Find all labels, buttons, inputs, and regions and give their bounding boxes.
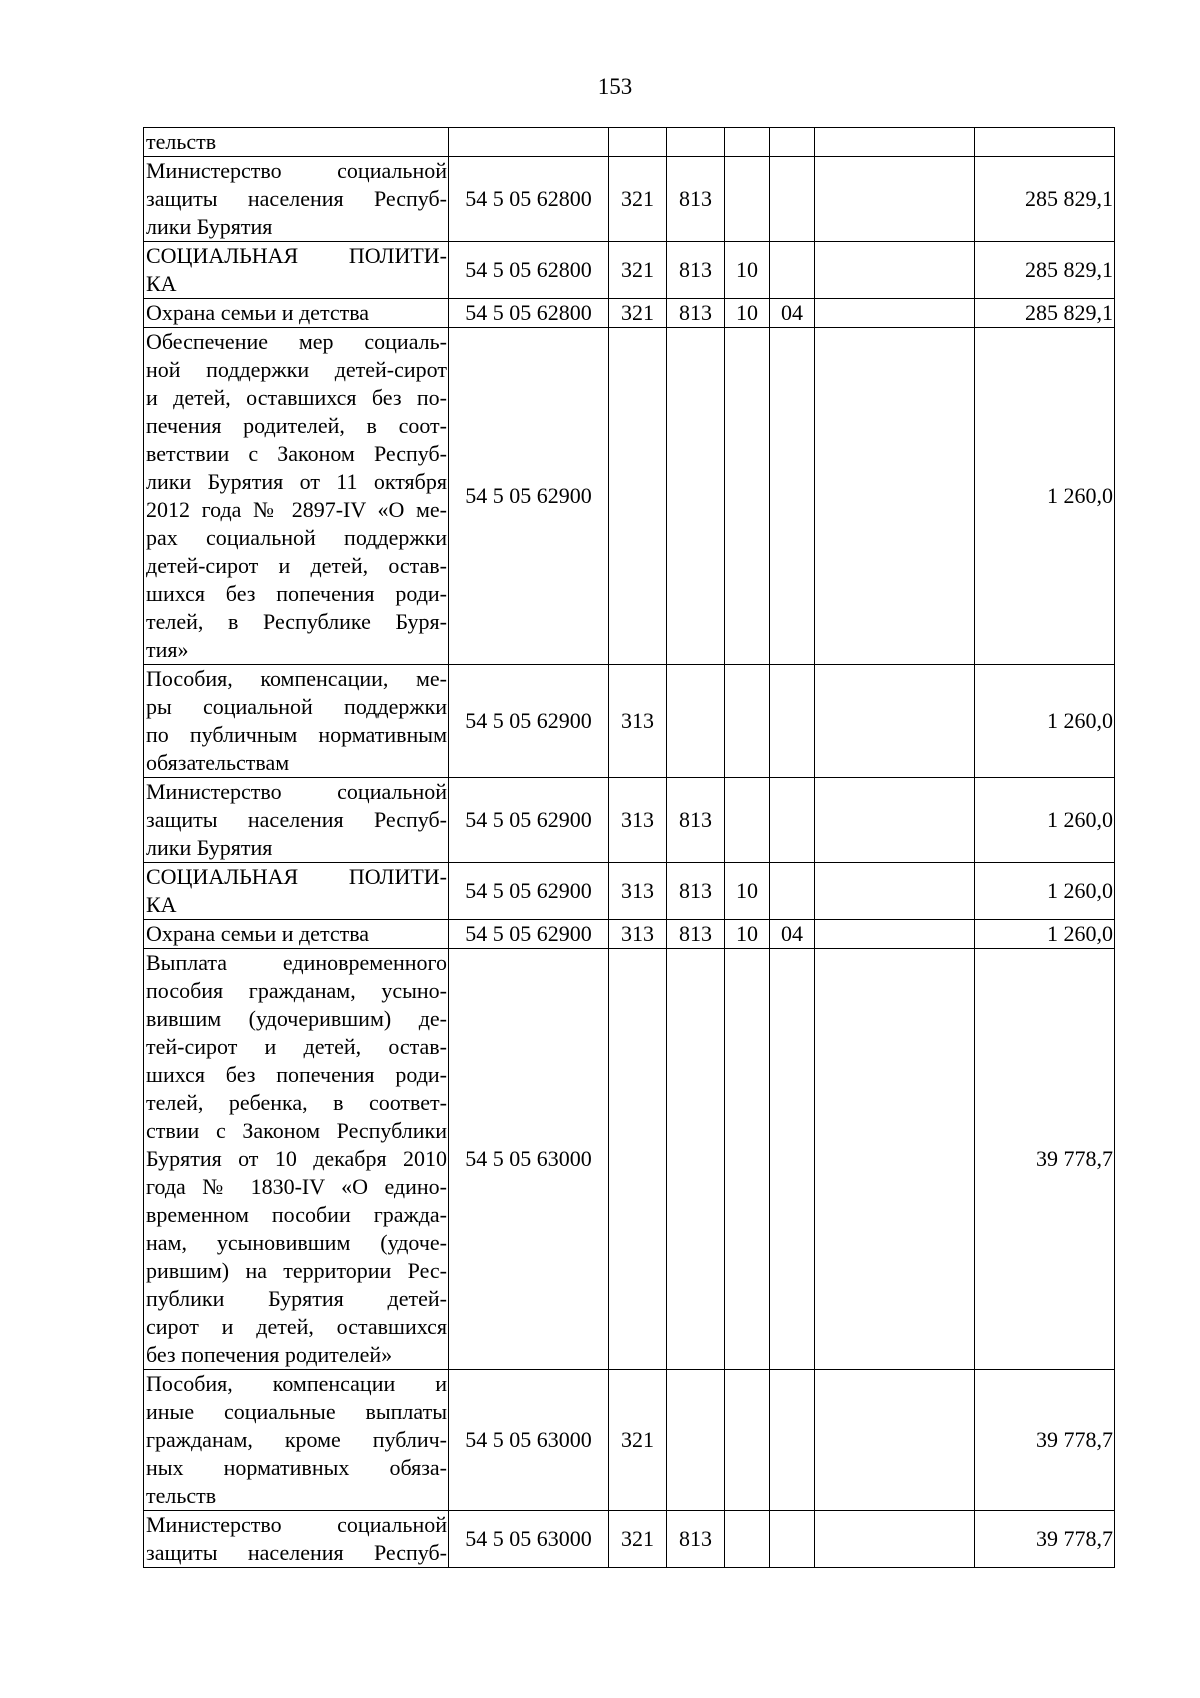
expense-type-cell: 313 bbox=[609, 665, 667, 778]
section-cell bbox=[725, 328, 770, 665]
row-description bbox=[144, 299, 449, 328]
description-line: КА bbox=[146, 271, 177, 296]
description-line: Министерство социальной bbox=[146, 779, 447, 804]
row-description bbox=[144, 157, 449, 242]
description-line: рах социальной поддержки bbox=[146, 525, 447, 550]
amount-cell: 39 778,7 bbox=[975, 1370, 1115, 1511]
table-row bbox=[144, 863, 1115, 920]
empty-cell bbox=[815, 128, 975, 157]
description-line: телей, в Республике Буря- bbox=[146, 609, 447, 634]
expense-type-cell: 321 bbox=[609, 1511, 667, 1568]
table-row bbox=[144, 778, 1115, 863]
row-description bbox=[144, 242, 449, 299]
empty-cell bbox=[815, 920, 975, 949]
description-line: тельств bbox=[146, 129, 217, 154]
empty-cell bbox=[815, 157, 975, 242]
ministry-code-cell: 813 bbox=[667, 863, 725, 920]
subsection-cell bbox=[770, 328, 815, 665]
description-line: 2012 года № 2897-IV «О ме- bbox=[146, 497, 447, 522]
section-cell: 10 bbox=[725, 863, 770, 920]
table-row bbox=[144, 1370, 1115, 1511]
table-row bbox=[144, 299, 1115, 328]
ministry-code-cell bbox=[667, 949, 725, 1370]
target-code-cell: 54 5 05 63000 bbox=[449, 949, 609, 1370]
subsection-cell bbox=[770, 1370, 815, 1511]
table-row bbox=[144, 949, 1115, 1370]
target-code-cell bbox=[449, 128, 609, 157]
description-line: детей-сирот и детей, остав- bbox=[146, 553, 447, 578]
description-line: иные социальные выплаты bbox=[146, 1399, 447, 1424]
description-line: Пособия, компенсации и bbox=[146, 1371, 447, 1396]
expense-type-cell bbox=[609, 949, 667, 1370]
target-code-cell: 54 5 05 62800 bbox=[449, 157, 609, 242]
section-cell: 10 bbox=[725, 242, 770, 299]
expense-type-cell: 313 bbox=[609, 920, 667, 949]
target-code-cell: 54 5 05 62800 bbox=[449, 242, 609, 299]
description-line: шихся без попечения роди- bbox=[146, 581, 447, 606]
empty-cell bbox=[815, 299, 975, 328]
target-code-cell: 54 5 05 62900 bbox=[449, 863, 609, 920]
target-code-cell: 54 5 05 62800 bbox=[449, 299, 609, 328]
table-row bbox=[144, 920, 1115, 949]
description-line: тей-сирот и детей, остав- bbox=[146, 1034, 447, 1059]
target-code-cell: 54 5 05 62900 bbox=[449, 778, 609, 863]
ministry-code-cell bbox=[667, 328, 725, 665]
target-code-cell: 54 5 05 62900 bbox=[449, 920, 609, 949]
description-line: ной поддержки детей-сирот bbox=[146, 357, 447, 382]
row-description bbox=[144, 778, 449, 863]
row-description bbox=[144, 1370, 449, 1511]
target-code-cell: 54 5 05 63000 bbox=[449, 1370, 609, 1511]
description-line: временном пособии гражда- bbox=[146, 1202, 447, 1227]
section-cell: 10 bbox=[725, 920, 770, 949]
ministry-code-cell bbox=[667, 1370, 725, 1511]
table-row bbox=[144, 157, 1115, 242]
page-number: 153 bbox=[597, 74, 633, 99]
expense-type-cell: 313 bbox=[609, 863, 667, 920]
expense-type-cell: 313 bbox=[609, 778, 667, 863]
description-line: лики Бурятия bbox=[146, 214, 273, 239]
row-description bbox=[144, 949, 449, 1370]
table-row bbox=[144, 242, 1115, 299]
expense-type-cell bbox=[609, 128, 667, 157]
subsection-cell bbox=[770, 778, 815, 863]
table-row bbox=[144, 328, 1115, 665]
empty-cell bbox=[815, 1511, 975, 1568]
description-line: тельств bbox=[146, 1483, 217, 1508]
subsection-cell: 04 bbox=[770, 299, 815, 328]
description-line: Охрана семьи и детства bbox=[146, 300, 370, 325]
description-line: КА bbox=[146, 892, 177, 917]
description-line: Охрана семьи и детства bbox=[146, 921, 370, 946]
description-line: вившим (удочерившим) де- bbox=[146, 1006, 447, 1031]
description-line: обязательствам bbox=[146, 750, 290, 775]
amount-cell: 285 829,1 bbox=[975, 157, 1115, 242]
description-line: СОЦИАЛЬНАЯ ПОЛИТИ- bbox=[146, 243, 447, 268]
section-cell bbox=[725, 1370, 770, 1511]
expense-type-cell bbox=[609, 328, 667, 665]
description-line: Выплата единовременного bbox=[146, 950, 447, 975]
ministry-code-cell bbox=[667, 665, 725, 778]
target-code-cell: 54 5 05 62900 bbox=[449, 328, 609, 665]
section-cell bbox=[725, 949, 770, 1370]
section-cell bbox=[725, 665, 770, 778]
expense-type-cell: 321 bbox=[609, 157, 667, 242]
description-line: ных нормативных обяза- bbox=[146, 1455, 447, 1480]
description-line: ветствии с Законом Респуб- bbox=[146, 441, 447, 466]
section-cell bbox=[725, 157, 770, 242]
expense-type-cell: 321 bbox=[609, 1370, 667, 1511]
amount-cell: 285 829,1 bbox=[975, 242, 1115, 299]
empty-cell bbox=[815, 863, 975, 920]
empty-cell bbox=[815, 1370, 975, 1511]
description-line: гражданам, кроме публич- bbox=[146, 1427, 447, 1452]
description-line: Министерство социальной bbox=[146, 158, 447, 183]
description-line: Министерство социальной bbox=[146, 1512, 447, 1537]
expense-type-cell: 321 bbox=[609, 299, 667, 328]
description-line: лики Бурятия bbox=[146, 835, 273, 860]
amount-cell: 39 778,7 bbox=[975, 949, 1115, 1370]
subsection-cell bbox=[770, 665, 815, 778]
subsection-cell bbox=[770, 157, 815, 242]
amount-cell: 1 260,0 bbox=[975, 328, 1115, 665]
ministry-code-cell: 813 bbox=[667, 1511, 725, 1568]
row-description bbox=[144, 328, 449, 665]
description-line: сирот и детей, оставшихся bbox=[146, 1314, 447, 1339]
ministry-code-cell bbox=[667, 128, 725, 157]
section-cell bbox=[725, 778, 770, 863]
table-body bbox=[144, 128, 1115, 1568]
empty-cell bbox=[815, 665, 975, 778]
row-description bbox=[144, 920, 449, 949]
amount-cell: 1 260,0 bbox=[975, 665, 1115, 778]
ministry-code-cell: 813 bbox=[667, 242, 725, 299]
description-line: ры социальной поддержки bbox=[146, 694, 447, 719]
description-line: защиты населения Респуб- bbox=[146, 807, 447, 832]
budget-table bbox=[143, 127, 1115, 1568]
subsection-cell: 04 bbox=[770, 920, 815, 949]
table-row bbox=[144, 665, 1115, 778]
row-description bbox=[144, 1511, 449, 1568]
description-line: СОЦИАЛЬНАЯ ПОЛИТИ- bbox=[146, 864, 447, 889]
description-line: защиты населения Респуб- bbox=[146, 1540, 447, 1565]
description-line: нам, усыновившим (удоче- bbox=[146, 1230, 447, 1255]
ministry-code-cell: 813 bbox=[667, 778, 725, 863]
description-line: шихся без попечения роди- bbox=[146, 1062, 447, 1087]
description-line: года № 1830-IV «О едино- bbox=[146, 1174, 447, 1199]
subsection-cell bbox=[770, 1511, 815, 1568]
description-line: печения родителей, в соот- bbox=[146, 413, 447, 438]
section-cell: 10 bbox=[725, 299, 770, 328]
description-line: защиты населения Респуб- bbox=[146, 186, 447, 211]
section-cell bbox=[725, 1511, 770, 1568]
subsection-cell bbox=[770, 863, 815, 920]
description-line: Бурятия от 10 декабря 2010 bbox=[146, 1146, 447, 1171]
amount-cell: 1 260,0 bbox=[975, 778, 1115, 863]
amount-cell: 39 778,7 bbox=[975, 1511, 1115, 1568]
ministry-code-cell: 813 bbox=[667, 920, 725, 949]
subsection-cell bbox=[770, 128, 815, 157]
description-line: рившим) на территории Рес- bbox=[146, 1258, 447, 1283]
empty-cell bbox=[815, 242, 975, 299]
amount-cell bbox=[975, 128, 1115, 157]
empty-cell bbox=[815, 778, 975, 863]
table-row bbox=[144, 128, 1115, 157]
target-code-cell: 54 5 05 62900 bbox=[449, 665, 609, 778]
row-description bbox=[144, 863, 449, 920]
description-line: лики Бурятия от 11 октября bbox=[146, 469, 447, 494]
description-line: ствии с Законом Республики bbox=[146, 1118, 447, 1143]
description-line: Пособия, компенсации, ме- bbox=[146, 666, 447, 691]
amount-cell: 285 829,1 bbox=[975, 299, 1115, 328]
description-line: по публичным нормативным bbox=[146, 722, 447, 747]
section-cell bbox=[725, 128, 770, 157]
description-line: публики Бурятия детей- bbox=[146, 1286, 447, 1311]
expense-type-cell: 321 bbox=[609, 242, 667, 299]
row-description bbox=[144, 128, 449, 157]
empty-cell bbox=[815, 328, 975, 665]
description-line: телей, ребенка, в соответ- bbox=[146, 1090, 447, 1115]
amount-cell: 1 260,0 bbox=[975, 920, 1115, 949]
target-code-cell: 54 5 05 63000 bbox=[449, 1511, 609, 1568]
row-description bbox=[144, 665, 449, 778]
description-line: Обеспечение мер социаль- bbox=[146, 329, 447, 354]
description-line: пособия гражданам, усыно- bbox=[146, 978, 447, 1003]
subsection-cell bbox=[770, 242, 815, 299]
table-row bbox=[144, 1511, 1115, 1568]
description-line: тия» bbox=[146, 637, 189, 662]
subsection-cell bbox=[770, 949, 815, 1370]
description-line: без попечения родителей» bbox=[146, 1342, 393, 1367]
ministry-code-cell: 813 bbox=[667, 299, 725, 328]
amount-cell: 1 260,0 bbox=[975, 863, 1115, 920]
description-line: и детей, оставшихся без по- bbox=[146, 385, 447, 410]
ministry-code-cell: 813 bbox=[667, 157, 725, 242]
empty-cell bbox=[815, 949, 975, 1370]
